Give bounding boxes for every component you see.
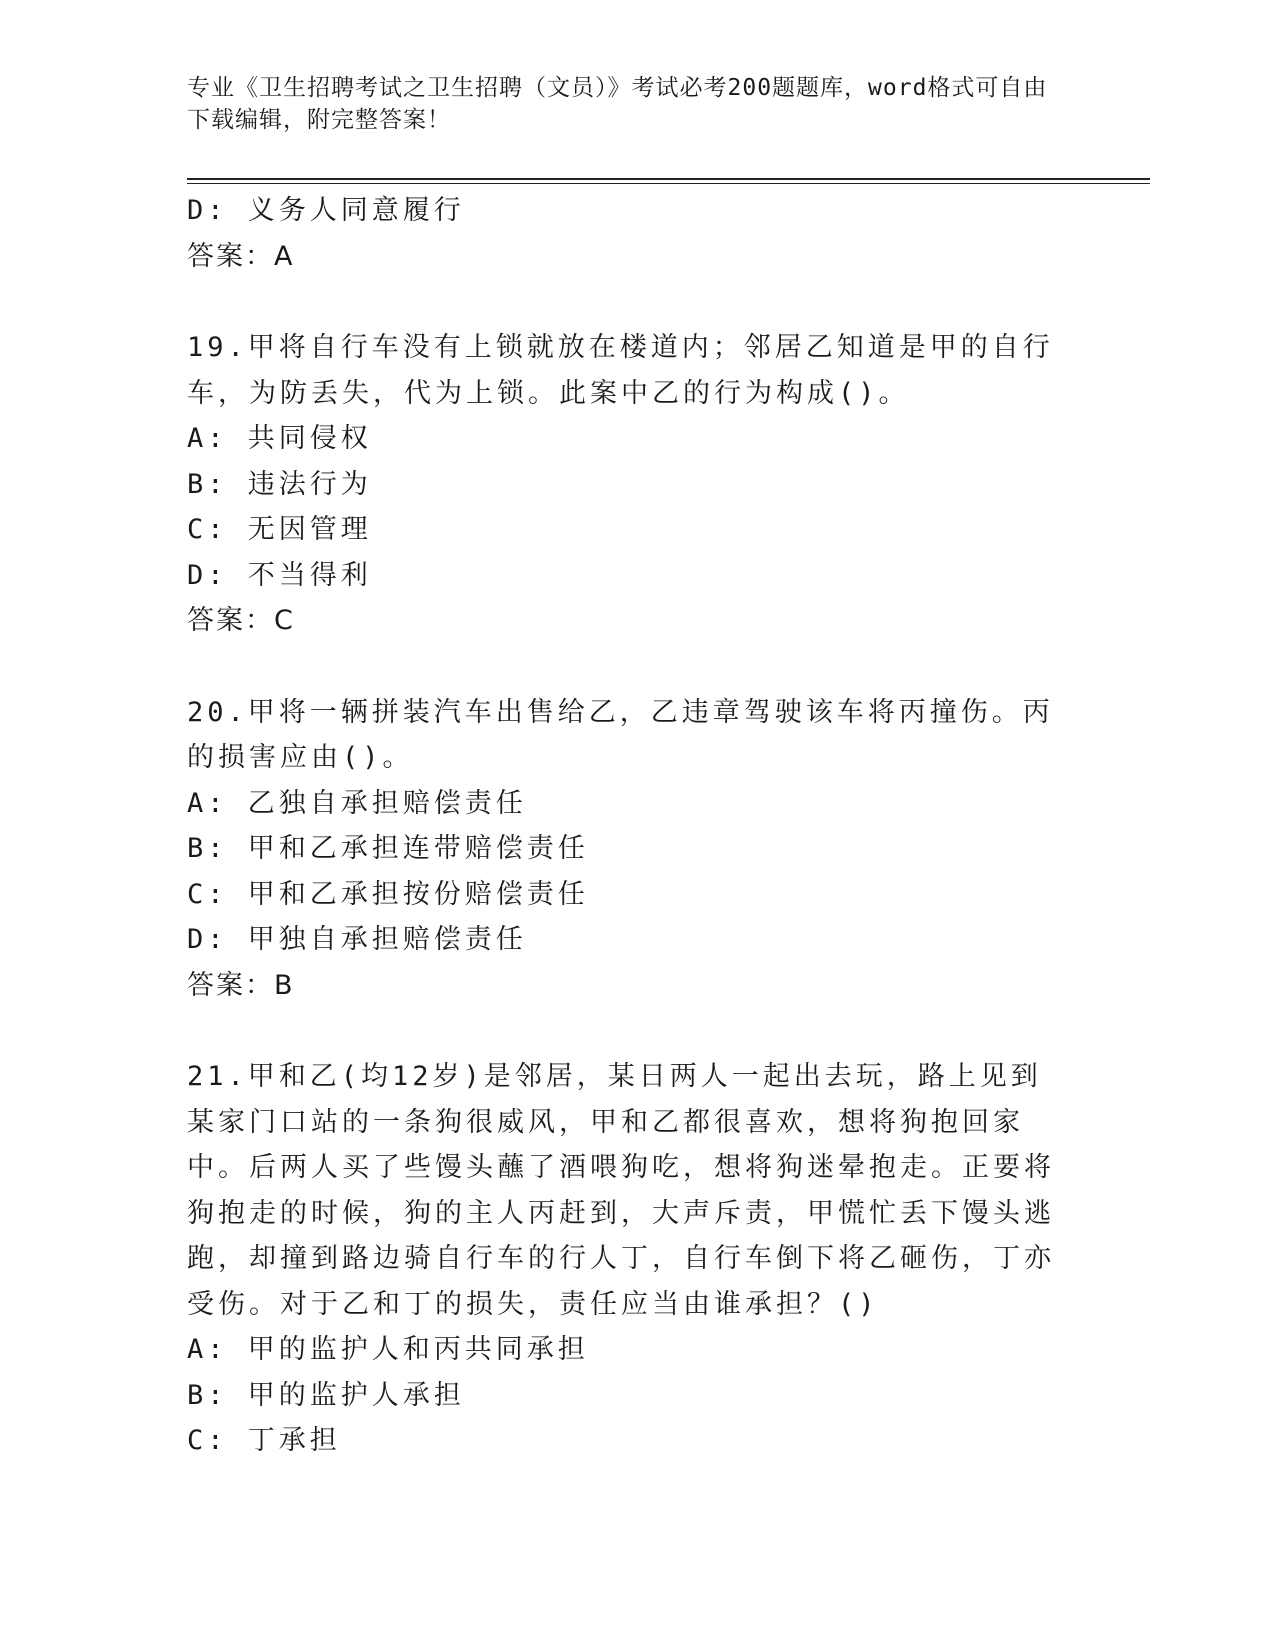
option-c: C: 丁承担	[187, 1425, 341, 1456]
question-stem: 19.甲将自行车没有上锁就放在楼道内；邻居乙知道是甲的自行车，为防丢失，代为上锁。此案中乙的行为构成()。	[187, 332, 1054, 409]
option-d: D: 甲独自承担赔偿责任	[187, 924, 527, 955]
question-content	[187, 188, 1067, 1464]
question-19	[187, 325, 1067, 644]
option-a: A: 甲的监护人和丙共同承担	[187, 1334, 589, 1365]
answer: 答案：B	[187, 969, 295, 1001]
header-rule-thin	[187, 183, 1150, 184]
question-stem: 20.甲将一辆拼装汽车出售给乙，乙违章驾驶该车将丙撞伤。丙的损害应由()。	[187, 696, 1054, 773]
option-b: B: 甲的监护人承担	[187, 1379, 465, 1411]
option-c: C: 甲和乙承担按份赔偿责任	[187, 878, 589, 910]
question-21	[187, 1054, 1067, 1464]
document-header: 专业《卫生招聘考试之卫生招聘（文员）》考试必考200题题库，word格式可自由下载编辑，附完整答案！	[187, 75, 1048, 133]
option-b: B: 违法行为	[187, 468, 372, 500]
option-a: A: 乙独自承担赔偿责任	[187, 787, 527, 819]
answer: 答案：C	[187, 605, 295, 636]
question-stem: 21.甲和乙(均12岁)是邻居，某日两人一起出去玩，路上见到某家门口站的一条狗很威风，甲和乙都很喜欢，想将狗抱回家中。后两人买了些馒头蘸了酒喂狗吃，想将狗迷晕抱走。正要将狗抱走的时候，狗的主人丙赶到，大声斥责，甲慌忙丢下馒头逃跑，却撞到路边骑自行车的行人丁，自行车倒下将乙砸伤，丁亦受伤。对于乙和丁的损失，责任应当由谁承担？()	[187, 1061, 1055, 1320]
option-c: C: 无因管理	[187, 514, 372, 545]
header-rule-thick	[187, 178, 1150, 180]
option-d: D: 不当得利	[187, 559, 372, 591]
question-20	[187, 690, 1067, 1009]
answer: 答案：A	[187, 240, 295, 272]
option-b: B: 甲和乙承担连带赔偿责任	[187, 833, 589, 864]
option-a: A: 共同侵权	[187, 423, 372, 454]
option-d: D: 义务人同意履行	[187, 195, 465, 226]
